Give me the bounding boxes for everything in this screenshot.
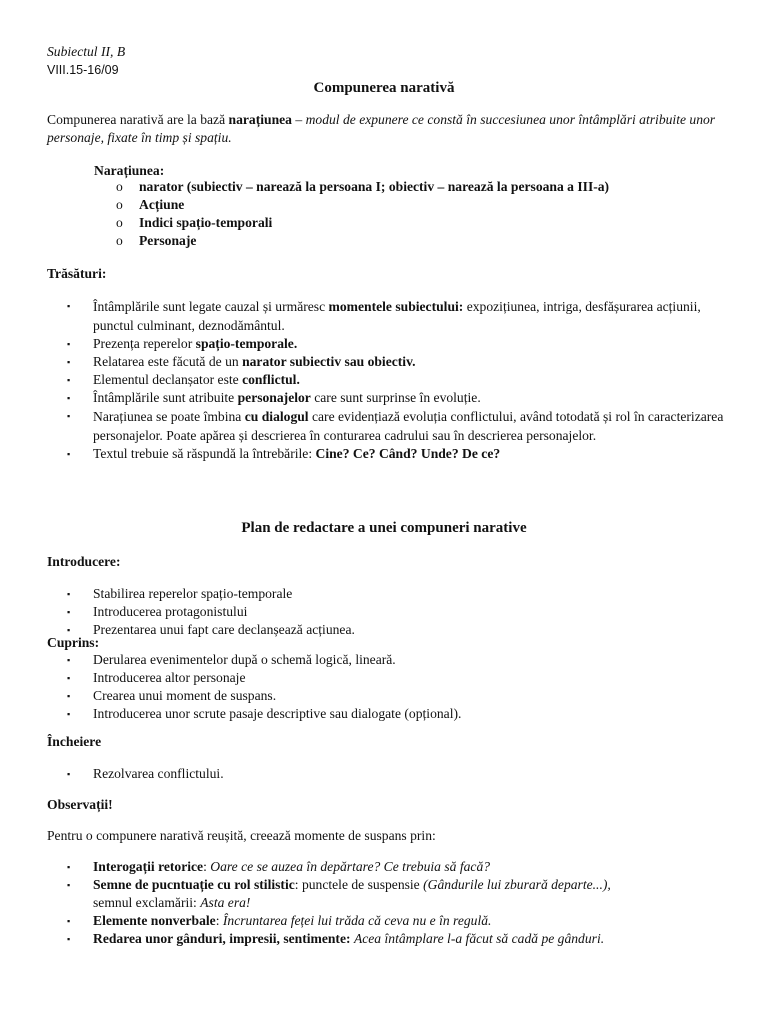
list-item <box>62 353 730 371</box>
cuprins-list <box>62 651 730 723</box>
list-item <box>62 621 730 639</box>
list-item <box>62 335 730 353</box>
square-bullet-icon: ▪ <box>67 691 71 701</box>
intro-prefix: Compunerea narativă are la bază <box>47 112 229 127</box>
text-bold: Semne de pucntuație cu rol stilistic <box>93 877 295 892</box>
plan-title: Plan de redactare a unei compuneri narative <box>241 520 527 536</box>
square-bullet-icon: ▪ <box>67 625 71 635</box>
text-bold: narator subiectiv sau obiectiv. <box>242 354 416 369</box>
list-item-text: Crearea unui moment de suspans. <box>93 688 277 703</box>
text-part: semnul exclamării: <box>93 895 201 910</box>
text-bold: cu dialogul <box>244 409 309 424</box>
square-bullet-icon: ▪ <box>67 769 71 779</box>
text-part: Textul trebuie să răspundă la întrebările: <box>93 446 316 461</box>
intro-dash: – <box>291 112 306 127</box>
list-item-text: Introducerea protagonistului <box>93 604 248 619</box>
text-part: expozițiunea, intriga, desfășurarea acțiunii, punctul culminant, deznodământul. <box>93 299 701 333</box>
square-bullet-icon: ▪ <box>67 880 71 890</box>
text-part: care sunt surprinse în evoluție. <box>310 390 481 405</box>
list-item-text: Derularea evenimentelor după o schemă logică, lineară. <box>93 652 396 667</box>
list-item <box>62 407 730 445</box>
list-item-text: Acțiune <box>139 197 185 212</box>
text-bold: momentele subiectului: <box>328 299 464 314</box>
intro-term: narațiunea <box>228 112 292 127</box>
code-label: VIII.15-16/09 <box>47 63 119 77</box>
text-italic: Acea întâmplare l-a făcut să cadă pe gânduri. <box>353 931 605 946</box>
incheiere-heading: Încheiere <box>47 734 102 749</box>
square-bullet-icon: ▪ <box>67 709 71 719</box>
text-part: Narațiunea se poate îmbina <box>93 409 245 424</box>
list-item-text: narator (subiectiv – narează la persoana I; obiectiv – narează la persoana a III-a) <box>139 179 610 194</box>
text-part: Întâmplările sunt legate cauzal și urmăresc <box>93 299 329 314</box>
list-item <box>62 651 730 669</box>
square-bullet-icon: ▪ <box>67 607 71 617</box>
observatii-list <box>62 858 730 948</box>
text-part: : <box>215 913 223 928</box>
intro-paragraph <box>47 111 737 147</box>
circle-bullet-icon: o <box>116 197 123 212</box>
text-bold: personajelor <box>237 390 311 405</box>
text-bold: Cine? Ce? Când? Unde? De ce? <box>315 446 501 461</box>
square-bullet-icon: ▪ <box>67 357 71 367</box>
list-item <box>62 912 730 930</box>
list-item-text: Prezentarea unui fapt care declanșează acțiunea. <box>93 622 355 637</box>
list-item-text: Indici spațio-temporali <box>139 215 273 230</box>
trasaturi-heading: Trăsături: <box>47 266 107 281</box>
text-part: : <box>203 859 211 874</box>
square-bullet-icon: ▪ <box>67 301 71 311</box>
list-item <box>62 585 730 603</box>
list-item <box>62 765 730 783</box>
square-bullet-icon: ▪ <box>67 673 71 683</box>
square-bullet-icon: ▪ <box>67 655 71 665</box>
text-part: care evidențiază evoluția conflictului, având totodată și rol în caracterizarea personajelor. Poate apărea și descrierea în conturarea cadrului sau în descrierea personajelor. <box>93 409 724 443</box>
text-italic: Asta era! <box>200 895 251 910</box>
list-item-text: Introducerea altor personaje <box>93 670 246 685</box>
list-item <box>62 371 730 389</box>
list-item-text: Stabilirea reperelor spațio-temporale <box>93 586 293 601</box>
square-bullet-icon: ▪ <box>67 916 71 926</box>
square-bullet-icon: ▪ <box>67 449 71 459</box>
naratiunea-heading: Narațiunea: <box>94 163 165 178</box>
trasaturi-list <box>62 297 730 463</box>
observatii-heading: Observații! <box>47 797 113 812</box>
text-part: : punctele de suspensie <box>294 877 424 892</box>
circle-bullet-icon: o <box>116 233 123 248</box>
square-bullet-icon: ▪ <box>67 339 71 349</box>
square-bullet-icon: ▪ <box>67 375 71 385</box>
list-item <box>116 178 756 196</box>
list-item <box>116 196 756 214</box>
circle-bullet-icon: o <box>116 179 123 194</box>
text-italic: (Gândurile lui zburară departe...), <box>423 877 611 892</box>
list-item-text: Introducerea unor scrute pasaje descriptive sau dialogate (opțional). <box>93 706 462 721</box>
text-bold: Interogații retorice <box>93 859 204 874</box>
list-item <box>62 297 730 335</box>
list-item <box>62 687 730 705</box>
text-part: Relatarea este făcută de un <box>93 354 243 369</box>
incheiere-list <box>62 765 730 783</box>
text-italic: Încruntarea feței lui trăda că ceva nu e în regulă. <box>222 913 492 928</box>
text-part: Elementul declanșator este <box>93 372 243 387</box>
list-item <box>62 389 730 407</box>
square-bullet-icon: ▪ <box>67 862 71 872</box>
observatii-lead: Pentru o compunere narativă reușită, creează momente de suspans prin: <box>47 828 436 843</box>
page-title: Compunerea narativă <box>313 80 455 96</box>
text-bold: Elemente nonverbale <box>93 913 216 928</box>
list-item <box>62 445 730 463</box>
text-bold: Redarea unor gânduri, impresii, sentimente: <box>93 931 351 946</box>
list-item <box>62 858 730 876</box>
naratiunea-list <box>116 178 756 250</box>
text-bold: spațio-temporale. <box>195 336 298 351</box>
introducere-heading: Introducere: <box>47 554 121 569</box>
text-part: Prezența reperelor <box>93 336 196 351</box>
text-bold: conflictul. <box>242 372 300 387</box>
circle-bullet-icon: o <box>116 215 123 230</box>
list-item <box>62 705 730 723</box>
list-item <box>116 232 756 250</box>
text-italic: Oare ce se auzea în depărtare? Ce trebuia să facă? <box>210 859 491 874</box>
list-item <box>62 669 730 687</box>
square-bullet-icon: ▪ <box>67 589 71 599</box>
introducere-list <box>62 585 730 639</box>
square-bullet-icon: ▪ <box>67 393 71 403</box>
cuprins-heading: Cuprins: <box>47 635 100 650</box>
square-bullet-icon: ▪ <box>67 411 71 421</box>
intro-definition: modul de expunere ce constă în succesiunea unor întâmplări atribuite unor personaje, fixate în timp și spațiu. <box>47 112 716 145</box>
text-part: Întâmplările sunt atribuite <box>93 390 238 405</box>
list-item-text: Personaje <box>139 233 197 248</box>
list-item <box>62 876 730 912</box>
subject-label: Subiectul II, B <box>47 44 126 59</box>
square-bullet-icon: ▪ <box>67 934 71 944</box>
list-item <box>116 214 756 232</box>
list-item <box>62 603 730 621</box>
list-item-text: Rezolvarea conflictului. <box>93 766 224 781</box>
list-item <box>62 930 730 948</box>
